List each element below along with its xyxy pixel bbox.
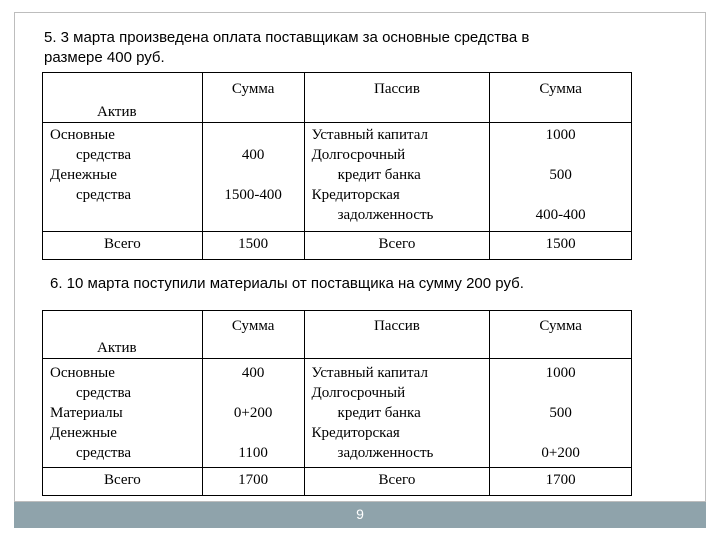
header-summa-right: Сумма <box>490 311 632 359</box>
total-value-left: 1500 <box>202 232 304 260</box>
asset-line: средства <box>76 445 132 461</box>
slide-footer-bar <box>14 502 706 528</box>
liability-line: Долгосрочный <box>311 385 406 401</box>
liability-line: задолженность <box>337 445 434 461</box>
asset-value: 400 <box>241 147 265 163</box>
liability-value: 1000 <box>545 127 576 143</box>
liability-line: Кредиторская <box>311 425 400 441</box>
total-label-right: Всего <box>304 232 490 260</box>
liability-values-cell <box>490 359 632 468</box>
liability-value: 500 <box>549 167 572 183</box>
header-summa-left: Сумма <box>202 73 304 123</box>
total-label-right: Всего <box>304 468 490 496</box>
liability-value: 1000 <box>545 365 576 381</box>
header-summa-left: Сумма <box>202 311 304 359</box>
liabilities-cell <box>304 123 490 232</box>
total-label-left: Всего <box>43 232 203 260</box>
header-aktiv: Актив <box>43 311 203 359</box>
asset-line: средства <box>76 147 132 163</box>
liability-values-cell <box>490 123 632 232</box>
total-value-left: 1700 <box>202 468 304 496</box>
asset-values-cell <box>202 123 304 232</box>
asset-line: Денежные <box>50 167 117 183</box>
header-passiv: Пассив <box>304 73 490 123</box>
asset-line: средства <box>76 385 132 401</box>
liability-value: 0+200 <box>541 445 580 461</box>
asset-value: 0+200 <box>233 405 273 421</box>
liability-value: 500 <box>549 405 572 421</box>
balance-table-6 <box>42 310 632 496</box>
asset-line: Основные <box>50 127 115 143</box>
asset-value: 400 <box>241 365 265 381</box>
task-5-line-1: 5. 3 марта произведена оплата поставщикам за основные средства в <box>44 29 530 46</box>
task-6-line-1: 6. 10 марта поступили материалы от поставщика на сумму 200 руб. <box>50 275 524 292</box>
header-passiv: Пассив <box>304 311 490 359</box>
liability-line: Уставный капитал <box>311 127 428 143</box>
asset-line: Материалы <box>50 405 123 421</box>
assets-cell <box>43 123 203 232</box>
liability-value: 400-400 <box>535 207 586 223</box>
total-value-right: 1500 <box>490 232 632 260</box>
liability-line: Долгосрочный <box>311 147 406 163</box>
asset-line: Основные <box>50 365 115 381</box>
liability-line: Кредиторская <box>311 187 400 203</box>
liabilities-cell <box>304 359 490 468</box>
total-value-right: 1700 <box>490 468 632 496</box>
asset-values-cell <box>202 359 304 468</box>
assets-cell <box>43 359 203 468</box>
asset-value: 1500-400 <box>224 187 282 203</box>
task-5-line-2: размере 400 руб. <box>44 49 165 66</box>
page-number: 9 <box>356 506 364 522</box>
header-aktiv: Актив <box>43 73 203 123</box>
liability-line: кредит банка <box>337 405 421 421</box>
liability-line: кредит банка <box>337 167 421 183</box>
liability-line: задолженность <box>337 207 434 223</box>
asset-line: средства <box>76 187 132 203</box>
asset-line: Денежные <box>50 425 117 441</box>
header-summa-right: Сумма <box>490 73 632 123</box>
balance-table-5 <box>42 72 632 260</box>
task-5-text <box>44 28 529 68</box>
task-6-text <box>50 274 524 294</box>
total-label-left: Всего <box>43 468 203 496</box>
asset-value: 1100 <box>238 445 268 461</box>
liability-line: Уставный капитал <box>311 365 428 381</box>
